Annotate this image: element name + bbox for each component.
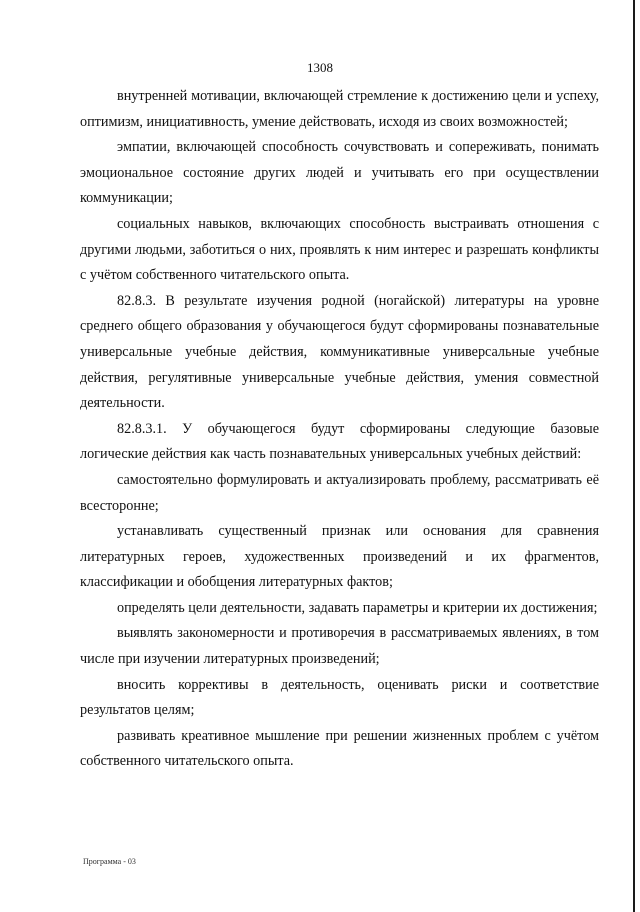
paragraph-section-82-8-3-1: 82.8.3.1. У обучающегося будут сформированы следующие базовые логические действия как часть познавательных универсальных учебных действий: xyxy=(80,420,599,463)
document-body xyxy=(80,84,599,775)
paragraph-social-skills: социальных навыков, включающих способность выстраивать отношения с другими людьми, заботиться о них, проявлять к ним интерес и разрешать конфликты с учётом собственного читательского опыта. xyxy=(80,215,599,284)
paragraph-creative-thinking: развивать креативное мышление при решении жизненных проблем с учётом собственного читательского опыта. xyxy=(80,727,599,770)
paragraph-identify-patterns: выявлять закономерности и противоречия в рассматриваемых явлениях, в том числе при изучении литературных произведений; xyxy=(80,625,599,668)
page-number: 1308 xyxy=(307,60,333,75)
footer-label: Программа - 03 xyxy=(83,857,136,866)
paragraph-make-corrections: вносить коррективы в деятельность, оценивать риски и соответствие результатов целям; xyxy=(80,676,599,719)
paragraph-establish-criteria: устанавливать существенный признак или основания для сравнения литературных героев, художественных произведений и их фрагментов, классификации и обобщения литературных фактов; xyxy=(80,523,599,591)
paragraph-motivation: внутренней мотивации, включающей стремление к достижению цели и успеху, оптимизм, инициативность, умение действовать, исходя из своих возможностей; xyxy=(80,88,599,130)
page-edge-line xyxy=(633,0,635,912)
paragraph-empathy: эмпатии, включающей способность сочувствовать и сопереживать, понимать эмоциональное состояние других людей и учитывать его при осуществлении коммуникации; xyxy=(80,139,599,207)
paragraph-section-82-8-3: 82.8.3. В результате изучения родной (ногайской) литературы на уровне среднего общего образования у обучающегося будут сформированы познавательные универсальные учебные действия, коммуникативные универсальные учебные действия, регулятивные универсальные учебные действия, умения совместной деятельности. xyxy=(80,292,599,412)
paragraph-define-goals: определять цели деятельности, задавать параметры и критерии их достижения; xyxy=(117,599,598,616)
paragraph-formulate-problem: самостоятельно формулировать и актуализировать проблему, рассматривать её всесторонне; xyxy=(80,471,599,514)
